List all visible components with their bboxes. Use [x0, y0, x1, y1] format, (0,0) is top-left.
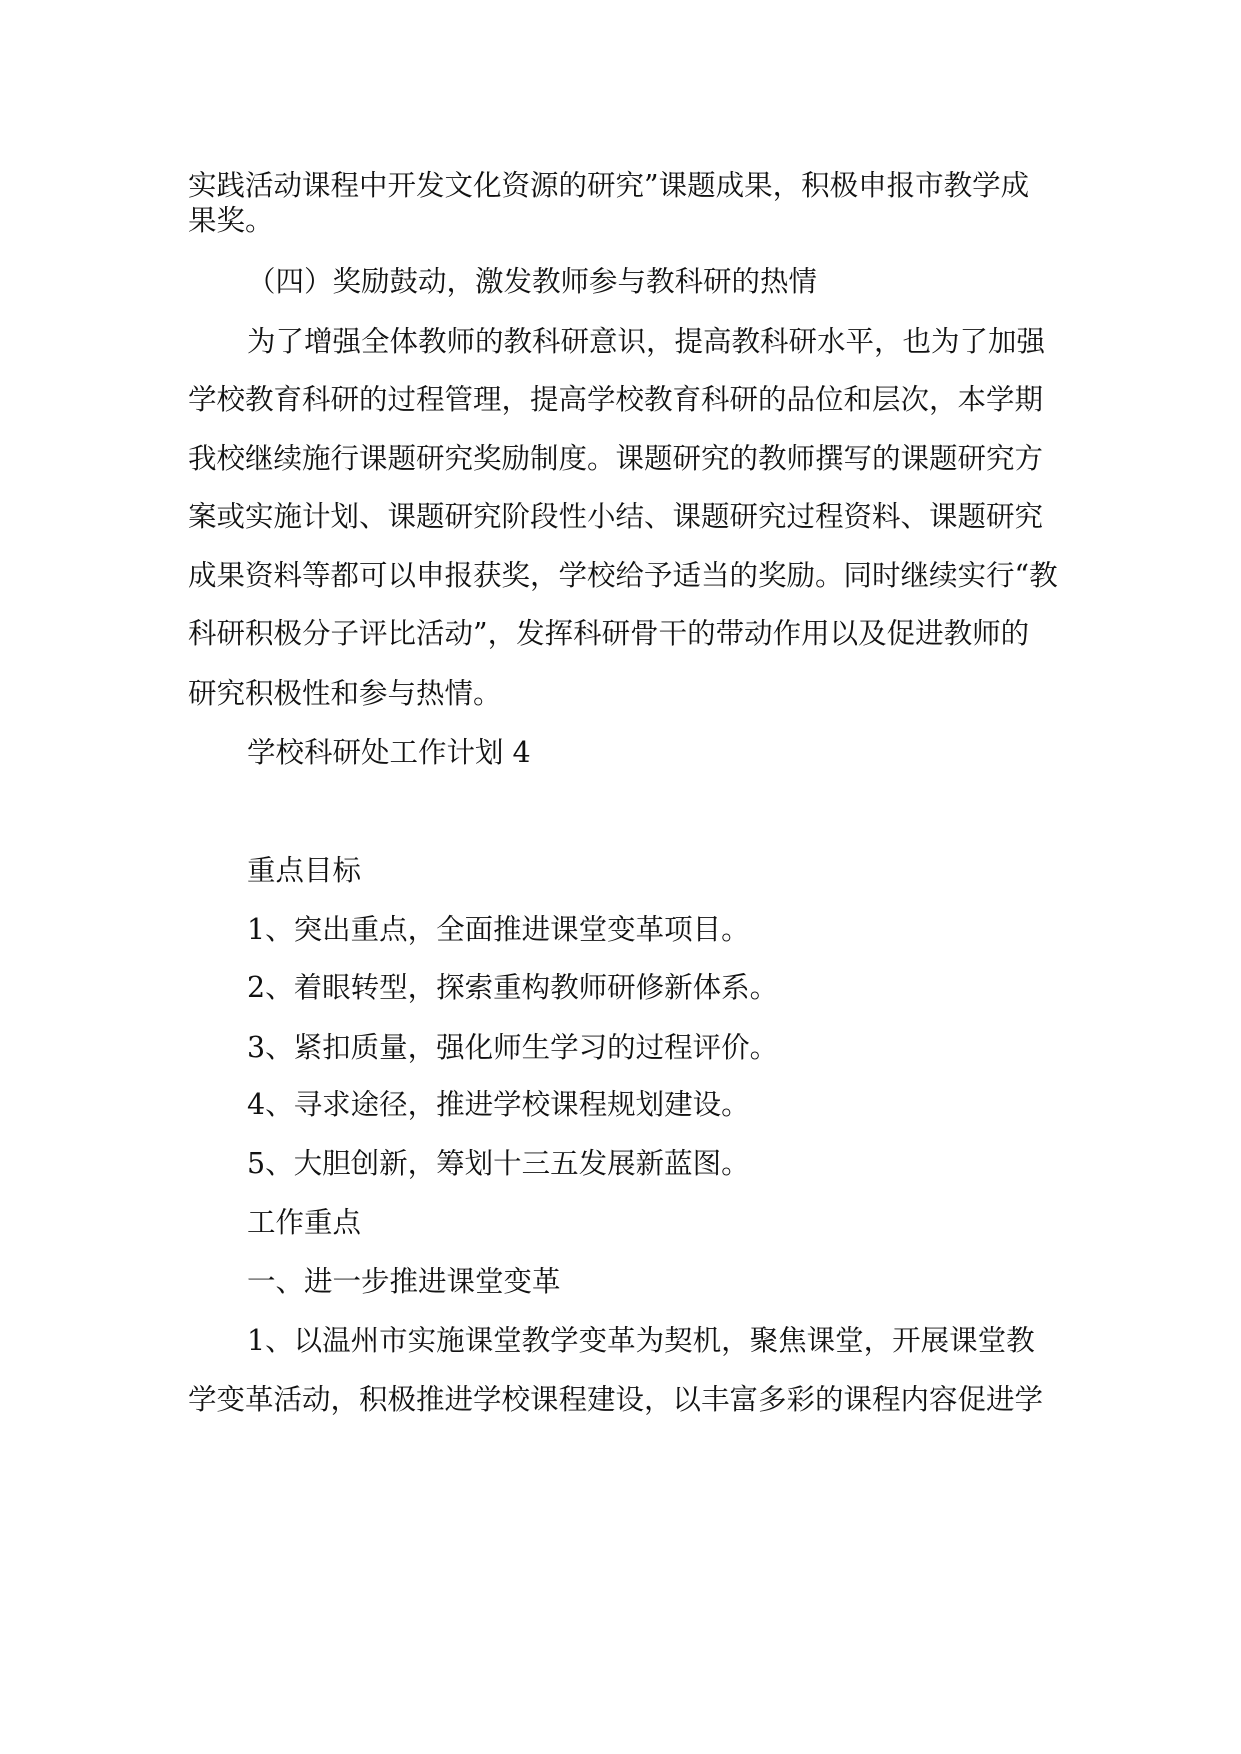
text-line: 果奖。: [188, 204, 274, 237]
text-line: 实践活动课程中开发文化资源的研究”课题成果，积极申报市教学成: [188, 169, 1030, 202]
section-heading: 工作重点: [247, 1206, 362, 1239]
text-line: 研究积极性和参与热情。: [188, 677, 502, 710]
list-item: 2、着眼转型，探索重构教师研修新体系。: [247, 971, 779, 1004]
text-line: 学校教育科研的过程管理，提高学校教育科研的品位和层次，本学期: [188, 383, 1044, 416]
text-line: 为了增强全体教师的教科研意识，提高教科研水平，也为了加强: [247, 325, 1046, 358]
section-heading: 重点目标: [247, 854, 362, 887]
text-line: 学变革活动，积极推进学校课程建设，以丰富多彩的课程内容促进学: [188, 1383, 1044, 1416]
section-heading: （四）奖励鼓动，激发教师参与教科研的热情: [247, 265, 818, 298]
text-line: 科研积极分子评比活动”，发挥科研骨干的带动作用以及促进教师的: [188, 617, 1030, 650]
list-item: 4、寻求途径，推进学校课程规划建设。: [247, 1088, 750, 1121]
list-item: 1、突出重点，全面推进课堂变革项目。: [247, 913, 750, 946]
text-line: 成果资料等都可以申报获奖，学校给予适当的奖励。同时继续实行“教: [188, 559, 1058, 592]
list-item: 5、大胆创新，筹划十三五发展新蓝图。: [247, 1147, 750, 1180]
list-item: 3、紧扣质量，强化师生学习的过程评价。: [247, 1031, 779, 1064]
text-line: 我校继续施行课题研究奖励制度。课题研究的教师撰写的课题研究方: [188, 442, 1044, 475]
plan-title: 学校科研处工作计划 4: [247, 736, 531, 769]
section-heading: 一、进一步推进课堂变革: [247, 1265, 561, 1298]
text-line: 案或实施计划、课题研究阶段性小结、课题研究过程资料、课题研究: [188, 500, 1044, 533]
text-line: 1、以温州市实施课堂教学变革为契机，聚焦课堂，开展课堂教: [247, 1324, 1035, 1357]
